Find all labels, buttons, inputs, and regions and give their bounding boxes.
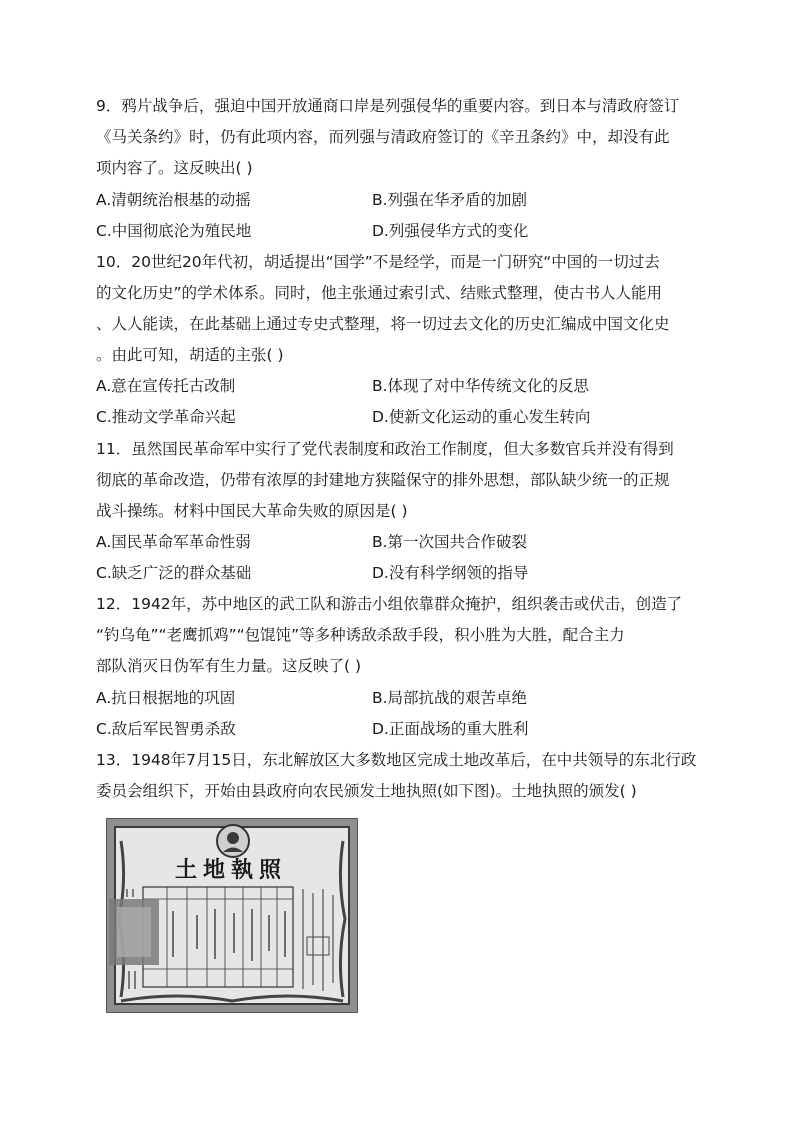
- question-10-text: 的文化历史”的学术体系。同时，他主张通过索引式、结账式整理，使古书人人能用: [96, 284, 663, 302]
- question-13-text: 委员会组织下，开始由县政府向农民颁发土地执照(如下图)。土地执照的颁发( ): [96, 782, 637, 800]
- land-certificate-illustration: [107, 819, 357, 1012]
- question-9-text: 《马关条约》时，仍有此项内容，而列强与清政府签订的《辛丑条约》中，却没有此: [96, 128, 670, 146]
- certificate-title: 土地執照: [174, 857, 288, 883]
- option-12-c[interactable]: C.敌后军民智勇杀敌: [96, 720, 236, 738]
- option-11-a[interactable]: A.国民革命军革命性弱: [96, 533, 251, 551]
- question-12-text: 12．1942年，苏中地区的武工队和游击小组依靠群众掩护，组织袭击或伏击，创造了: [96, 595, 683, 613]
- option-11-c[interactable]: C.缺乏广泛的群众基础: [96, 564, 252, 582]
- question-9-text: 9．鸦片战争后，强迫中国开放通商口岸是列强侵华的重要内容。到日本与清政府签订: [96, 97, 680, 115]
- land-certificate-photo: [106, 818, 358, 1013]
- option-11-d[interactable]: D.没有科学纲领的指导: [372, 564, 529, 582]
- option-9-a[interactable]: A.清朝统治根基的动摇: [96, 191, 251, 209]
- option-10-a[interactable]: A.意在宣传托古改制: [96, 377, 236, 395]
- question-11-text: 彻底的革命改造，仍带有浓厚的封建地方狭隘保守的排外思想，部队缺少统一的正规: [96, 471, 670, 489]
- option-12-a[interactable]: A.抗日根据地的巩固: [96, 689, 236, 707]
- option-11-b[interactable]: B.第一次国共合作破裂: [372, 533, 528, 551]
- question-12-text: “钓乌龟”“老鹰抓鸡”“包馄饨”等多种诱敌杀敌手段，积小胜为大胜，配合主力: [96, 626, 625, 644]
- option-9-c[interactable]: C.中国彻底沦为殖民地: [96, 222, 252, 240]
- question-10-text: 、人人能读，在此基础上通过专史式整理，将一切过去文化的历史汇编成中国文化史: [96, 315, 670, 333]
- question-10-text: 10．20世纪20年代初，胡适提出“国学”不是经学，而是一门研究“中国的一切过去: [96, 253, 660, 271]
- option-10-b[interactable]: B.体现了对中华传统文化的反思: [372, 377, 590, 395]
- option-9-b[interactable]: B.列强在华矛盾的加剧: [372, 191, 528, 209]
- question-9-text: 项内容了。这反映出( ): [96, 159, 253, 177]
- question-11-text: 11．虽然国民革命军中实行了党代表制度和政治工作制度，但大多数官兵并没有得到: [96, 440, 674, 458]
- option-10-d[interactable]: D.使新文化运动的重心发生转向: [372, 408, 591, 426]
- option-9-d[interactable]: D.列强侵华方式的变化: [372, 222, 529, 240]
- option-12-b[interactable]: B.局部抗战的艰苦卓绝: [372, 689, 528, 707]
- option-12-d[interactable]: D.正面战场的重大胜利: [372, 720, 529, 738]
- question-13-text: 13．1948年7月15日，东北解放区大多数地区完成土地改革后，在中共领导的东北行政: [96, 751, 697, 769]
- question-11-text: 战斗操练。材料中国民大革命失败的原因是( ): [96, 502, 408, 520]
- question-12-text: 部队消灭日伪军有生力量。这反映了( ): [96, 657, 362, 675]
- option-10-c[interactable]: C.推动文学革命兴起: [96, 408, 236, 426]
- question-10-text: 。由此可知，胡适的主张( ): [96, 346, 284, 364]
